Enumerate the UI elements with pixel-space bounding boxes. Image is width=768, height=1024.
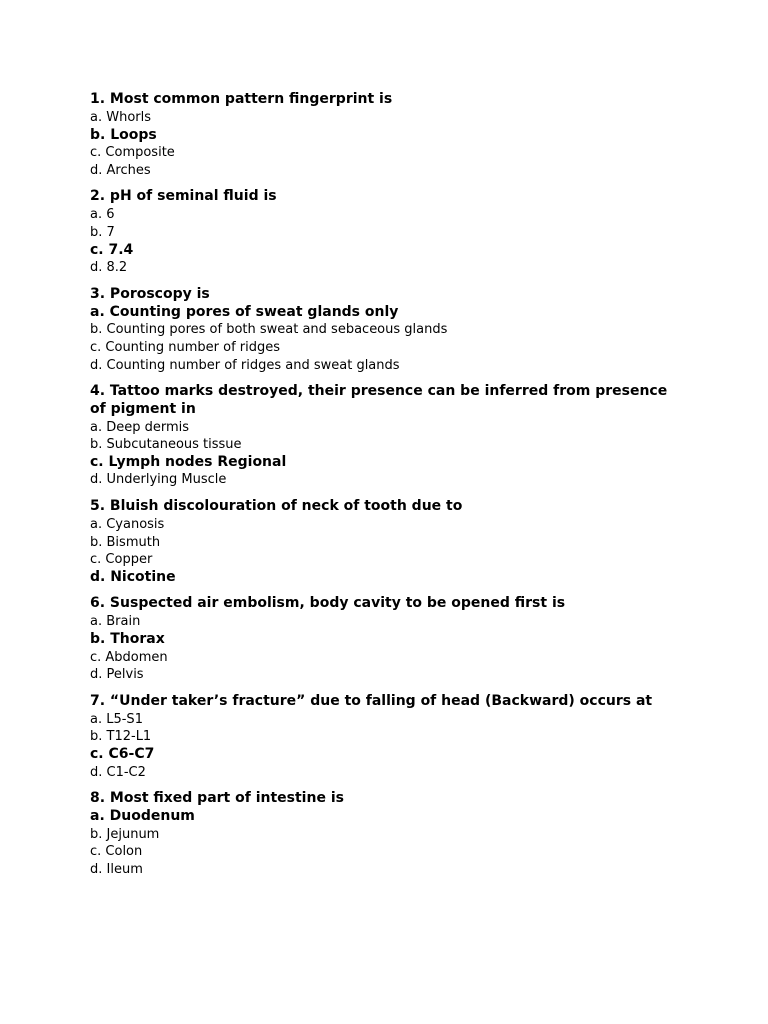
option-d: d. Pelvis	[90, 667, 144, 683]
option-c-correct: c. Lymph nodes Regional	[90, 453, 287, 470]
question-stem: 8. Most fixed part of intestine is	[90, 790, 344, 807]
option-c-correct: c. 7.4	[90, 241, 134, 258]
option-b: b. T12-L1	[90, 729, 152, 745]
question-5	[90, 498, 680, 586]
question-7	[90, 693, 680, 781]
option-c: c. Composite	[90, 145, 175, 161]
question-stem: 7. “Under taker’s fracture” due to falling of head (Backward) occurs at	[90, 692, 653, 709]
option-d: d. Underlying Muscle	[90, 472, 227, 488]
option-a: a. L5-S1	[90, 711, 143, 727]
option-d-correct: d. Nicotine	[90, 568, 176, 585]
question-stem: 2. pH of seminal fluid is	[90, 188, 277, 205]
option-a: a. Cyanosis	[90, 517, 165, 532]
option-b-correct: b. Loops	[90, 126, 157, 143]
option-c-correct: c. C6-C7	[90, 745, 155, 762]
option-c: c. Copper	[90, 552, 153, 568]
question-stem: 6. Suspected air embolism, body cavity to be opened first is	[90, 595, 566, 612]
option-a: a. Brain	[90, 614, 141, 630]
question-8	[90, 790, 680, 878]
option-d: d. C1-C2	[90, 764, 146, 780]
option-b: b. Bismuth	[90, 534, 161, 550]
option-c: c. Abdomen	[90, 649, 168, 665]
option-a: a. 6	[90, 207, 115, 223]
question-3	[90, 286, 680, 374]
option-b: b. Jejunum	[90, 826, 160, 842]
question-stem: 4. Tattoo marks destroyed, their presence can be inferred from presence of pigment in	[90, 383, 668, 417]
option-b: b. Counting pores of both sweat and sebaceous glands	[90, 322, 448, 338]
question-stem: 5. Bluish discolouration of neck of tooth due to	[90, 498, 463, 514]
option-d: d. Counting number of ridges and sweat glands	[90, 357, 400, 373]
question-4	[90, 383, 680, 489]
question-6	[90, 595, 680, 683]
option-a-correct: a. Duodenum	[90, 808, 195, 825]
option-b: b. 7	[90, 224, 115, 240]
question-stem: 1. Most common pattern fingerprint is	[90, 91, 393, 107]
option-a: a. Deep dermis	[90, 419, 190, 435]
option-d: d. 8.2	[90, 260, 128, 276]
option-b: b. Subcutaneous tissue	[90, 437, 242, 453]
option-b-correct: b. Thorax	[90, 630, 165, 647]
question-list	[90, 91, 680, 888]
option-a-correct: a. Counting pores of sweat glands only	[90, 303, 399, 320]
option-c: c. Colon	[90, 844, 143, 860]
option-d: d. Ileum	[90, 861, 143, 877]
question-1	[90, 91, 680, 179]
option-c: c. Counting number of ridges	[90, 339, 281, 355]
question-stem: 3. Poroscopy is	[90, 285, 210, 302]
option-d: d. Arches	[90, 162, 151, 178]
question-2	[90, 188, 680, 276]
option-a: a. Whorls	[90, 110, 152, 125]
